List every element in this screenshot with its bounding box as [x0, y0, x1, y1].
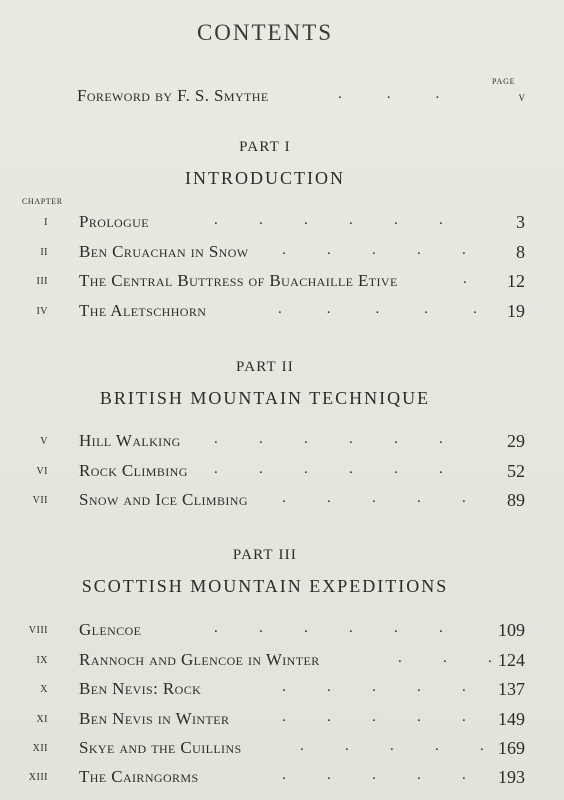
chapter-number: IX: [36, 655, 48, 666]
part-3-label: PART III: [232, 547, 298, 563]
page-number: 29: [507, 431, 525, 451]
chapter-number: XI: [36, 714, 48, 725]
page-number: 89: [507, 490, 525, 510]
chapter-number: VI: [36, 466, 48, 477]
chapter-number: XII: [32, 743, 48, 754]
part-2-title: BRITISH MOUNTAIN TECHNIQUE: [99, 388, 431, 408]
dot-leader: . . . . .: [282, 709, 466, 725]
chapter-title: Rannoch and Glencoe in Winter: [79, 650, 320, 669]
toc-row[interactable]: [0, 620, 564, 642]
page-number: 8: [516, 242, 525, 262]
toc-row[interactable]: [0, 431, 564, 453]
chapter-number: XIII: [28, 772, 48, 783]
chapter-title: Ben Nevis: Rock: [79, 679, 202, 698]
toc-row[interactable]: [0, 271, 564, 293]
toc-row[interactable]: [0, 738, 564, 760]
toc-row[interactable]: [0, 709, 564, 731]
dot-leader: . . . . .: [282, 767, 466, 783]
toc-row[interactable]: [0, 767, 564, 789]
dot-leader: . . . . . .: [214, 431, 443, 447]
dot-leader: . . . . . .: [214, 461, 443, 477]
page-number: 124: [498, 650, 525, 670]
dot-leader: . . . . .: [278, 301, 477, 317]
toc-row[interactable]: [0, 650, 564, 672]
part-3-title: SCOTTISH MOUNTAIN EXPEDITIONS: [81, 576, 449, 596]
page-number: 169: [498, 738, 525, 758]
foreword-title: Foreword by F. S. Smythe: [77, 86, 269, 105]
dot-leader: . . . . .: [282, 679, 466, 695]
chapter-number: X: [40, 684, 48, 695]
part-1-label: PART I: [239, 139, 291, 155]
dot-leader: . . . . .: [282, 490, 466, 506]
chapter-title: Rock Climbing: [79, 461, 188, 480]
chapter-title: Hill Walking: [79, 431, 181, 450]
page-number: 3: [516, 212, 525, 232]
dot-leader: . . . . . .: [214, 212, 443, 228]
chapter-title: Skye and the Cuillins: [79, 738, 242, 757]
chapter-column-label: CHAPTER: [22, 197, 63, 206]
page-number: 19: [507, 301, 525, 321]
toc-row[interactable]: [0, 301, 564, 323]
chapter-title: Ben Cruachan in Snow: [79, 242, 249, 261]
page-number: 52: [507, 461, 525, 481]
page-number: 109: [498, 620, 525, 640]
toc-row[interactable]: [0, 490, 564, 512]
chapter-title: The Cairngorms: [79, 767, 199, 786]
chapter-title: Glencoe: [79, 620, 142, 639]
chapter-title: The Aletschhorn: [79, 301, 207, 320]
foreword-page-number: v: [518, 89, 525, 104]
chapter-title: The Central Buttress of Buachaille Etive: [79, 271, 398, 290]
chapter-number: V: [40, 436, 48, 447]
chapter-number: VIII: [28, 625, 48, 636]
dot-leader: . . .: [398, 650, 492, 666]
dot-leader: . . . . .: [282, 242, 466, 258]
toc-row[interactable]: [0, 461, 564, 483]
toc-row[interactable]: [0, 242, 564, 264]
chapter-title: Prologue: [79, 212, 149, 231]
contents-title: CONTENTS: [196, 20, 334, 45]
chapter-number: II: [40, 247, 48, 258]
chapter-number: I: [44, 217, 48, 228]
part-1-title: INTRODUCTION: [185, 168, 345, 188]
chapter-number: IV: [36, 306, 48, 317]
chapter-title: Snow and Ice Climbing: [79, 490, 248, 509]
page-number: 149: [498, 709, 525, 729]
toc-row[interactable]: [0, 212, 564, 234]
page-column-label: PAGE: [492, 77, 516, 86]
page-number: 137: [498, 679, 525, 699]
chapter-number: VII: [32, 495, 48, 506]
part-2-label: PART II: [236, 359, 294, 375]
toc-row-foreword[interactable]: [0, 86, 564, 108]
chapter-number: III: [36, 276, 48, 287]
page-number: 12: [507, 271, 525, 291]
chapter-title: Ben Nevis in Winter: [79, 709, 230, 728]
dot-leader: . . . . . .: [214, 620, 443, 636]
dot-leader: . . .: [338, 86, 440, 102]
page-number: 193: [498, 767, 525, 787]
toc-row[interactable]: [0, 679, 564, 701]
dot-leader: .: [463, 271, 467, 287]
dot-leader: . . . . .: [300, 738, 484, 754]
